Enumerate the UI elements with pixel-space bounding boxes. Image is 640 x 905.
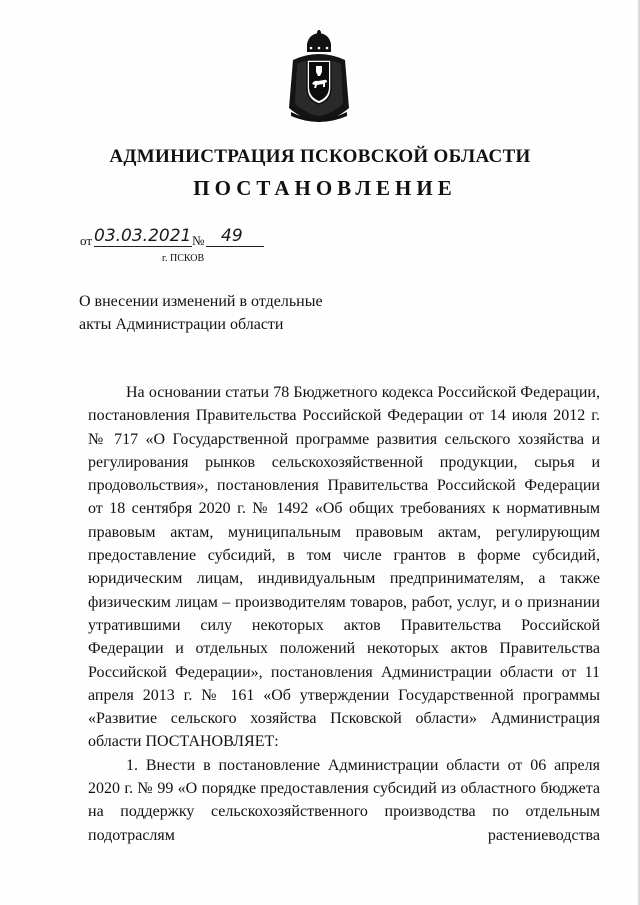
date-prefix: от bbox=[80, 233, 93, 248]
document-type: ПОСТАНОВЛЕНИЕ bbox=[193, 176, 457, 200]
document-body bbox=[88, 381, 600, 847]
coat-of-arms-icon bbox=[283, 30, 355, 126]
organization-name: АДМИНИСТРАЦИЯ ПСКОВСКОЙ ОБЛАСТИ bbox=[109, 146, 531, 167]
number-value: 49 bbox=[221, 226, 243, 246]
number-underline bbox=[206, 246, 264, 247]
item-1-paragraph: 1. Внести в постановление Администрации области от 06 апреля 2020 г. № 99 «О порядке предоставления субсидий из областного бюджета на поддержку сельскохозяйственного производства по отдельным подотраслям растениеводства bbox=[88, 756, 600, 844]
document-subject bbox=[79, 290, 323, 336]
registration-line bbox=[80, 226, 280, 248]
subject-line: акты Администрации области bbox=[79, 316, 284, 333]
number-prefix: № bbox=[192, 233, 205, 248]
subject-line: О внесении изменений в отдельные bbox=[79, 293, 323, 310]
date-value: 03.03.2021 bbox=[94, 226, 192, 246]
date-underline bbox=[94, 246, 192, 247]
city: г. ПСКОВ bbox=[162, 253, 205, 264]
preamble-paragraph: На основании статьи 78 Бюджетного кодекса Российской Федерации, постановления Правительства Российской Федерации от 14 июля 2012 г. № 717 «О Государственной программе развития сельского хозяйства и регулирования рынков сельскохозяйственной продукции, сырья и продовольствия», постановления Правительства Российской Федерации от 18 сентября 2020 г. № 1492 «Об общих требованиях к нормативным правовым актам, муниципальным правовым актам, регулирующим предоставление субсидий, в том числе грантов в форме субсидий, юридическим лицам, индивидуальным предпринимателям, а также физическим лицам – производителям товаров, работ, услуг, и о признании утратившими силу некоторых актов Правительства Российской Федерации и отдельных положений некоторых актов Правительства Российской Федерации», постановления Администрации области от 11 апреля 2013 г. № 161 «Об утверждении Государственной программы «Развитие сельского хозяйства Псковской области» Администрация области ПОСТАНОВЛЯЕТ: bbox=[88, 384, 600, 751]
